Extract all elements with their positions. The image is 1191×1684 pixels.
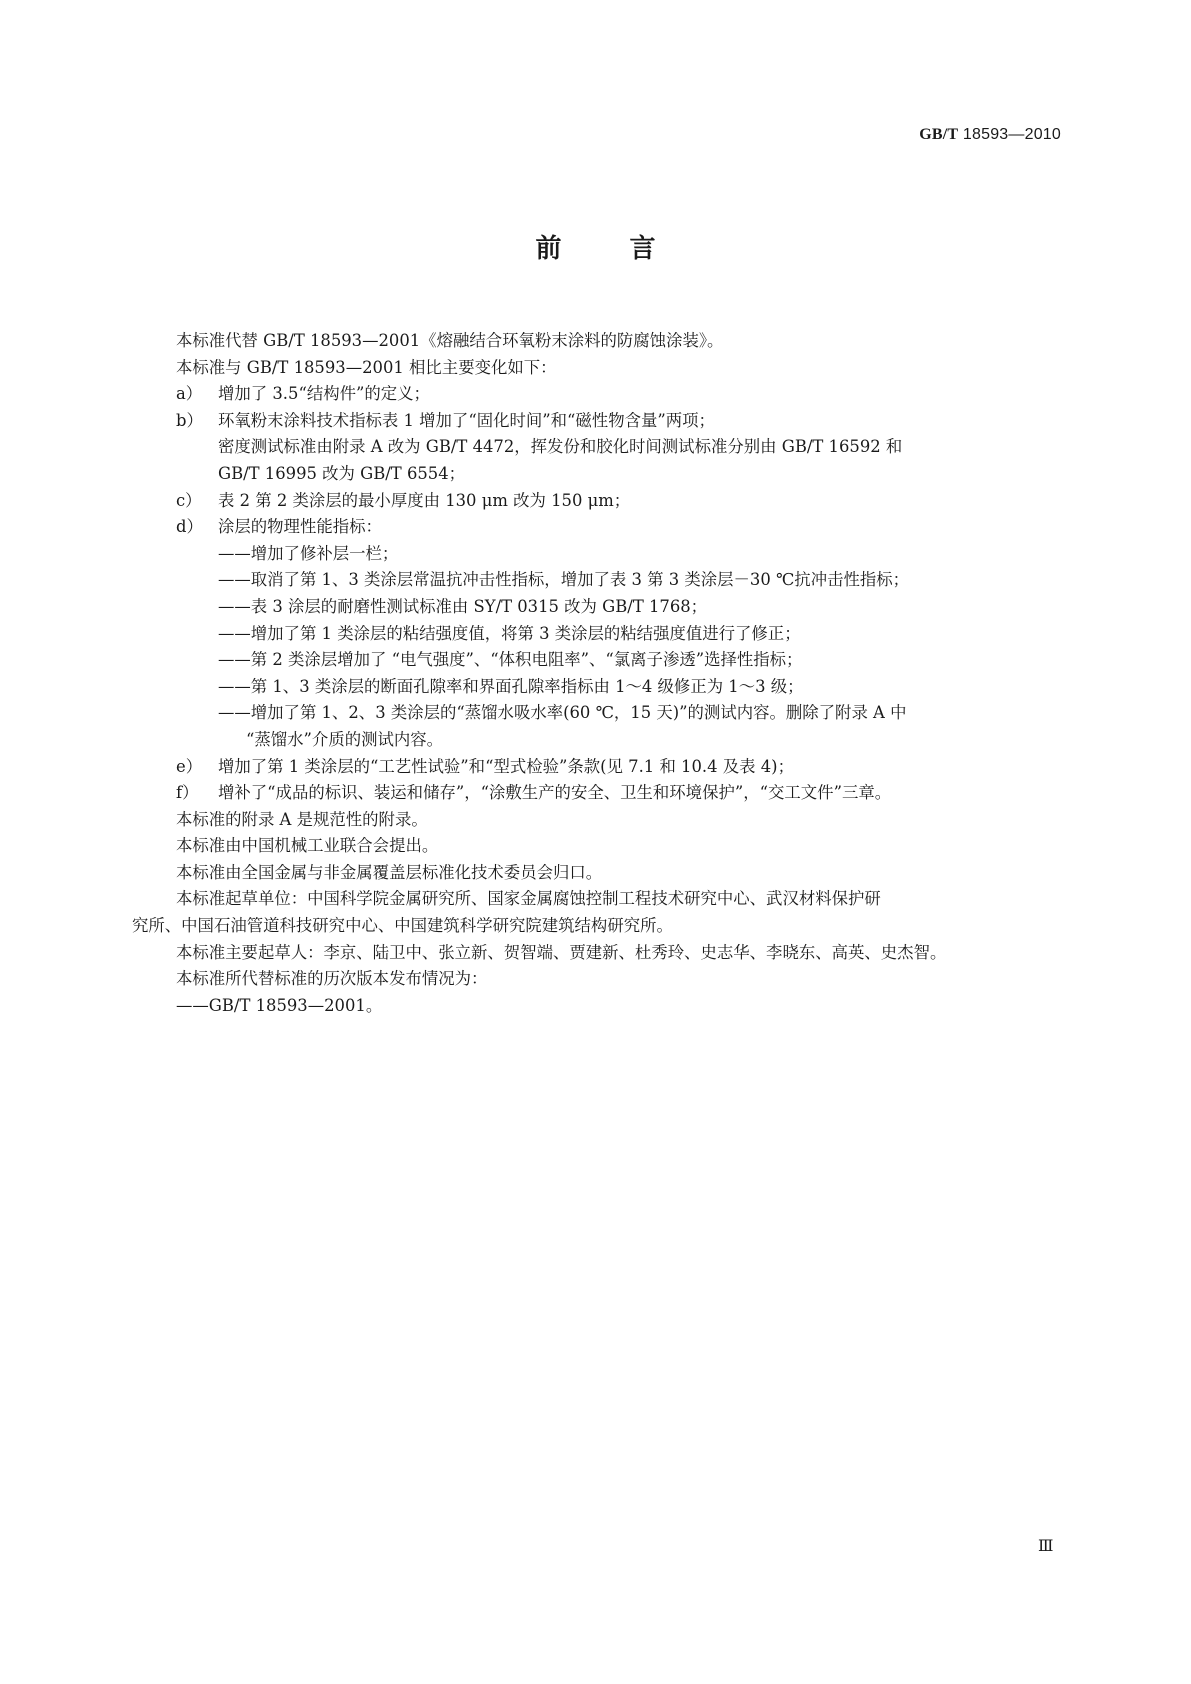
item-marker: c） [176,490,202,510]
title-char-2: 言 [629,234,656,264]
change-item-c [0,488,1191,515]
paragraph-drafting-units-continuation: 究所、中国石油管道科技研究中心、中国建筑科学研究院建筑结构研究所。 [132,916,673,936]
item-marker: d） [176,517,203,537]
item-text: 增加了第 1 类涂层的“工艺性试验”和“型式检验”条款(见 7.1 和 10.4 及表 4)； [218,756,794,776]
paragraph-changes-intro: 本标准与 GB/T 18593—2001 相比主要变化如下： [176,357,557,377]
paragraph-centralized-by: 本标准由全国金属与非金属覆盖层标准化技术委员会归口。 [176,862,603,882]
change-item-b [0,408,1191,435]
paragraph-proposed-by: 本标准由中国机械工业联合会提出。 [176,836,439,856]
dash-item: ——第 1、3 类涂层的断面孔隙率和界面孔隙率指标由 1～4 级修正为 1～3 级； [218,676,804,696]
standard-code [919,126,1061,144]
item-marker: f） [176,783,199,803]
dash-item: ——第 2 类涂层增加了 “电气强度”、“体积电阻率”、“氯离子渗透”选择性指标； [218,650,803,670]
item-text: 涂层的物理性能指标： [218,517,382,537]
item-marker: b） [176,410,203,430]
history-item: ——GB/T 18593—2001。 [176,995,383,1015]
change-item-e [0,754,1191,781]
foreword-body [0,328,1191,1019]
item-marker: e） [176,756,203,776]
page-title [0,228,1191,265]
paragraph-drafting-units: 本标准起草单位：中国科学院金属研究所、国家金属腐蚀控制工程技术研究中心、武汉材料保护研 [176,889,881,909]
paragraph-replaces: 本标准代替 GB/T 18593—2001《熔融结合环氧粉末涂料的防腐蚀涂装》。 [176,331,724,350]
item-text: 增补了“成品的标识、装运和储存”，“涂敷生产的安全、卫生和环境保护”，“交工文件”三章。 [218,783,892,803]
dash-item: ——增加了第 1、2、3 类涂层的“蒸馏水吸水率(60 ℃，15 天)”的测试内容。删除了附录 A 中 [218,703,907,723]
dash-item: ——表 3 涂层的耐磨性测试标准由 SY/T 0315 改为 GB/T 1768； [218,596,708,616]
change-item-d [0,514,1191,541]
dash-item: ——取消了第 1、3 类涂层常温抗冲击性指标，增加了表 3 第 3 类涂层－30 ℃抗冲击性指标； [218,570,910,590]
change-item-a [0,381,1191,408]
paragraph-history-intro: 本标准所代替标准的历次版本发布情况为： [176,969,488,989]
dash-item: ——增加了修补层一栏； [218,543,399,563]
paragraph-drafters: 本标准主要起草人：李京、陆卫中、张立新、贺智端、贾建新、杜秀玲、史志华、李晓东、高英、史杰智。 [176,942,947,962]
paragraph-appendix: 本标准的附录 A 是规范性的附录。 [176,809,428,829]
change-item-b-continuation-2: GB/T 16995 改为 GB/T 6554； [218,463,466,483]
page-number: Ⅲ [1038,1536,1053,1555]
item-text: 表 2 第 2 类涂层的最小厚度由 130 μm 改为 150 μm； [218,490,631,510]
item-text: 环氧粉末涂料技术指标表 1 增加了“固化时间”和“磁性物含量”两项； [218,410,715,430]
change-item-b-continuation-1: 密度测试标准由附录 A 改为 GB/T 4472，挥发份和胶化时间测试标准分别由 GB/T 16592 和 [218,437,903,457]
standard-prefix: GB/T [919,126,959,143]
dash-item-continuation: “蒸馏水”介质的测试内容。 [246,729,444,749]
item-text: 增加了 3.5“结构件”的定义； [218,384,430,404]
dash-item: ——增加了第 1 类涂层的粘结强度值，将第 3 类涂层的粘结强度值进行了修正； [218,623,801,643]
standard-number: 18593—2010 [962,126,1061,143]
item-marker: a） [176,384,203,404]
title-char-1: 前 [535,234,562,264]
change-item-f [0,780,1191,807]
